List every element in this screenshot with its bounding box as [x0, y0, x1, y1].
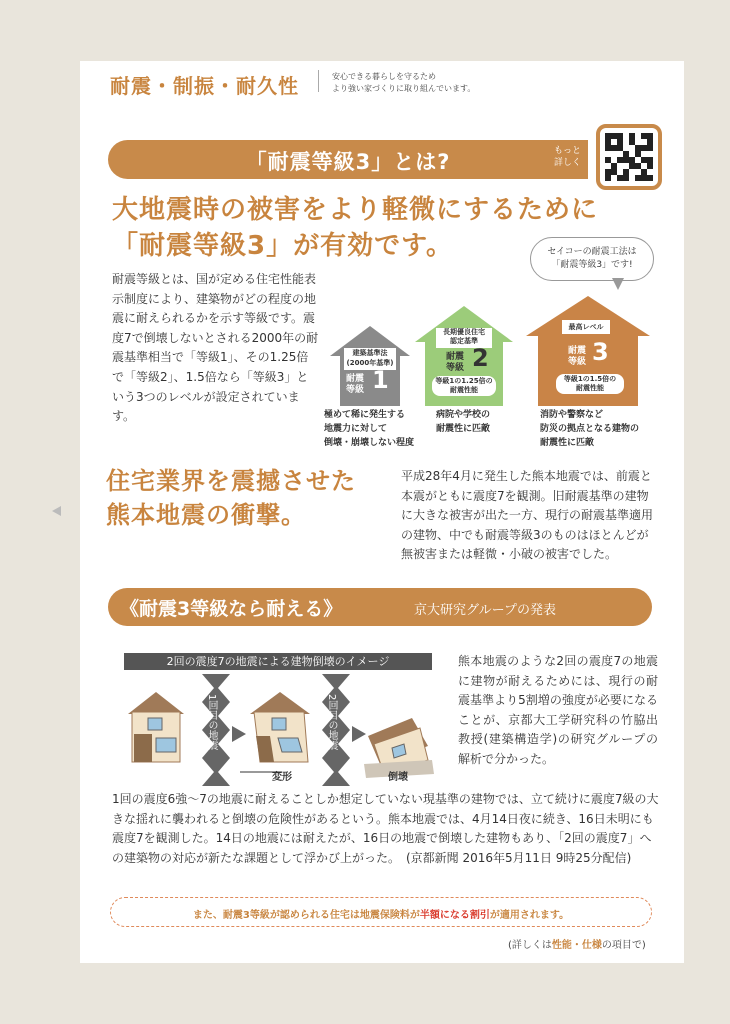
house-1-caption — [324, 408, 414, 450]
house-1-grade: 1 — [372, 366, 389, 394]
footer-note — [508, 936, 646, 951]
more-line-2: 詳しく — [554, 158, 582, 168]
house-1-caption-line-3: 倒壊・崩壊しない程度 — [324, 438, 415, 448]
house-3-note-line-2: 耐震性能 — [576, 384, 604, 392]
headline-line-2: 「耐震等級3」が有効です。 — [112, 231, 454, 261]
house-3-tag-line-1: 最高レベル — [568, 323, 604, 331]
desc-line-2: より強い家づくりに取り組んでいます。 — [332, 84, 476, 93]
headline-line-1: 大地震時の被害をより軽微にするために — [112, 195, 599, 225]
speech-bubble — [530, 237, 654, 281]
house-2-caption-line-1: 病院や学校の — [436, 410, 491, 420]
house-3-caption-line-2: 防災の拠点となる建物の — [540, 424, 640, 434]
house-1-tag-line-2: (2000年基準) — [346, 359, 394, 367]
house-2-tag-line-2: 認定基準 — [450, 337, 478, 345]
house-2-note — [432, 376, 496, 396]
research-banner-subtitle: 京大研究グループの発表 — [414, 603, 556, 618]
house-2-caption-line-2: 耐震性に匹敵 — [436, 424, 491, 434]
more-info-label — [554, 145, 581, 169]
section-description — [332, 71, 475, 95]
research-paragraph-continued: 1回の震度6強〜7の地震に耐えることしか想定していない現基準の建物では、立て続けに震度7級の大きな揺れに襲われると倒壊の危険性があるという。熊本地震では、4月14日夜に続き、16日未明にも震度7を観測した。14日の地震には耐えたが、16日の地震で倒壊した建物もあり、「2回の震度7」への建築物の対応が新たな課題として浮かび上がった。 (京都新聞 2016年5月11日 9時25分配信) — [112, 792, 659, 865]
collapse-label: 倒壊 — [388, 772, 408, 783]
kumamoto-headline — [106, 464, 356, 532]
house-2-grade-label: 耐震 等級 — [446, 352, 465, 373]
quake-1-label: 1回目の地震 — [206, 694, 217, 751]
house-2-grade: 2 — [472, 344, 489, 372]
house-3-tag — [562, 320, 610, 334]
note-pre: また、耐震3等級が認められる住宅は地震保険料が — [192, 910, 420, 921]
main-headline — [112, 192, 598, 264]
title-divider — [318, 70, 319, 92]
footer-link[interactable]: 性能・仕様 — [551, 940, 602, 951]
banner-title: 「耐震等級3」とは? — [245, 150, 451, 174]
house-3-grade: 3 — [592, 338, 609, 366]
house-2-tag-line-1: 長期優良住宅 — [443, 328, 485, 336]
qr-code-icon — [605, 133, 653, 181]
research-paragraph: 熊本地震のような2回の震度7の地震に建物が耐えるためには、現行の耐震基準より5割増の強度が必要になることが、京都大工学研究科の竹脇出教授(建築構造学)の研究グループの解析で分かった。 — [458, 654, 658, 766]
qr-code[interactable] — [596, 124, 662, 190]
page-back-arrow-icon[interactable] — [52, 506, 61, 516]
house-2-note-line-2: 耐震性能 — [450, 386, 478, 394]
more-line-1: もっと — [554, 146, 582, 156]
footer-post: の項目で) — [601, 940, 646, 951]
bubble-line-2: 「耐震等級3」です! — [551, 260, 633, 270]
bubble-tail — [612, 278, 624, 290]
house-3-grade-label: 耐震 等級 — [568, 346, 587, 367]
house-2-caption — [436, 408, 490, 436]
kumamoto-paragraph: 平成28年4月に発生した熊本地震では、前震と本震がともに震度7を観測。旧耐震基準の建物に大きな被害が出た一方、現行の耐震基準適用の建物、中でも耐震等級3のものはほとんどが無被害または軽微・小破の被害でした。 — [401, 469, 654, 562]
desc-line-1: 安心できる暮らしを守るため — [332, 72, 436, 81]
house-3-note — [556, 374, 624, 394]
kumamoto-headline-line-1: 住宅業界を震撼させた — [106, 467, 356, 495]
house-1-caption-line-1: 極めて稀に発生する — [324, 410, 406, 420]
house-3-caption-line-3: 耐震性に匹敵 — [540, 438, 595, 448]
deform-label: 変形 — [272, 772, 292, 783]
note-highlight: 半額になる割引 — [419, 910, 490, 921]
footer-pre: (詳しくは — [508, 940, 552, 951]
house-3-caption-line-1: 消防や警察など — [540, 410, 604, 420]
topic-banner — [108, 140, 588, 179]
research-banner-title: 《耐震3等級なら耐える》 — [120, 598, 343, 620]
insurance-note-text — [111, 906, 651, 921]
house-3-caption — [540, 408, 639, 450]
diagram-title: 2回の震度7の地震による建物倒壊のイメージ — [124, 653, 432, 670]
insurance-note — [110, 897, 652, 927]
house-1-grade-label: 耐震 等級 — [346, 374, 365, 395]
house-1-caption-line-2: 地震力に対して — [324, 424, 388, 434]
intro-paragraph: 耐震等級とは、国が定める住宅性能表示制度により、建築物がどの程度の地震に耐えられるかを示す等級です。震度7で倒壊しないとされる2000年の耐震基準相当で「等級1」、その1.25倍で「等級2」、1.5倍なら「等級3」という3つのレベルが設定されています。 — [112, 272, 319, 424]
house-2-note-line-1: 等級1の1.25倍の — [435, 377, 493, 385]
note-post: が適用されます。 — [489, 910, 570, 921]
bubble-line-1: セイコーの耐震工法は — [547, 247, 637, 257]
house-1-tag-line-1: 建築基準法 — [352, 349, 388, 357]
quake-2-label: 2回目の地震 — [326, 694, 337, 751]
section-title: 耐震・制振・耐久性 — [110, 74, 299, 98]
kumamoto-headline-line-2: 熊本地震の衝撃。 — [106, 501, 306, 529]
house-3-note-line-1: 等級1の1.5倍の — [563, 375, 617, 383]
